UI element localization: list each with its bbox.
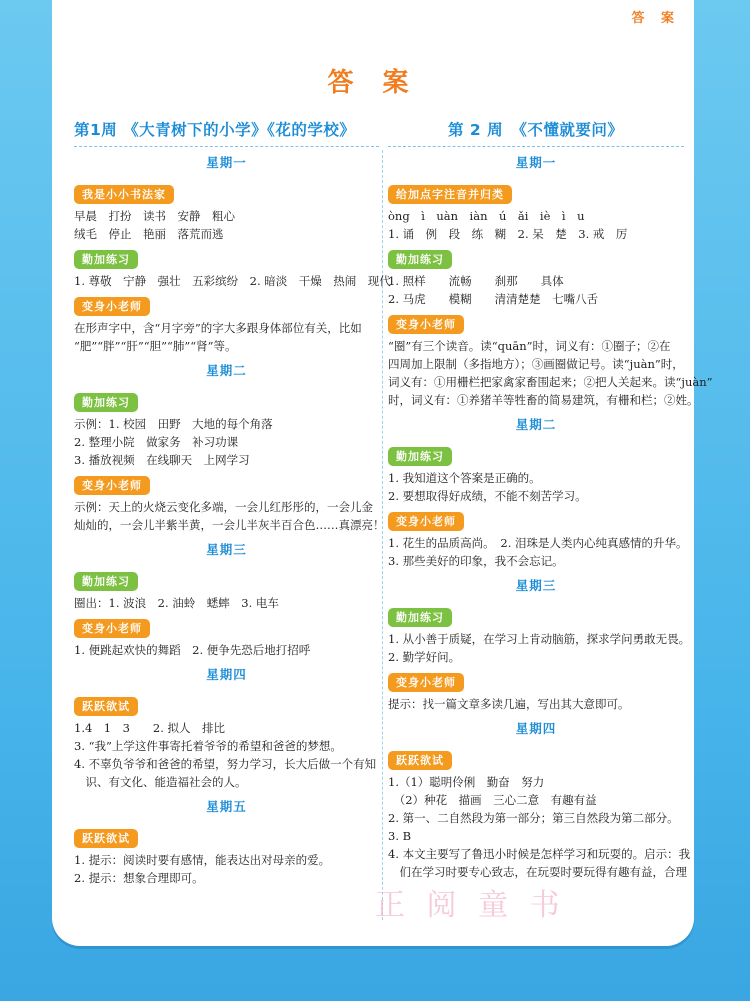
answer-line: 3. 那些美好的印象，我不会忘记。 [388,554,564,568]
answer-line: 1. 照样 流畅 刹那 具体 [388,274,564,288]
answer-line: 1. 诵 例 段 练 糊 2. 呆 楚 3. 戒 厉 [388,227,628,241]
right-days [388,153,713,881]
answer-line: 示例：天上的火烧云变化多端，一会儿红彤彤的，一会儿金 [74,500,373,514]
answer-section [388,246,684,308]
section-tag: 变身小老师 [388,315,464,334]
answer-line: 在形声字中，含“月字旁”的字大多跟身体部位有关，比如 [74,321,362,335]
answer-line: 四周加上限制（多指地方）；③画圈做记号。读“juàn”时， [388,357,684,371]
day-heading: 星期二 [206,363,247,378]
answer-section [388,443,684,505]
answer-section [74,293,379,355]
answer-line: 1.4 1 3 2. 拟人 排比 [74,721,226,735]
corner-label: 答 案 [631,11,680,26]
section-tag: 我是小小书法家 [74,185,174,204]
answer-line: 提示：找一篇文章多读几遍，写出其大意即可。 [388,697,630,711]
answer-line: 1. 我知道这个答案是正确的。 [388,471,541,485]
answer-section [74,568,379,612]
answer-section [74,825,379,887]
answer-line: 绒毛 停止 艳丽 落荒而逃 [74,227,224,241]
answer-section [388,311,713,409]
section-tag: 变身小老师 [388,512,464,531]
left-column [74,118,391,890]
answer-section [74,181,379,243]
answer-line: 们在学习时要专心致志，在玩耍时要玩得有趣有益，合理 [388,865,687,879]
section-tag: 勤加练习 [74,250,138,269]
answer-section [388,604,691,666]
answer-section [74,693,379,791]
week-2-title: 第 2 周 《不懂就要问》 [448,121,624,139]
day-heading: 星期三 [206,542,247,557]
answer-line: 示例：1. 校园 田野 大地的每个角落 [74,417,273,431]
watermark-logo: 正 阅 童 书 [375,888,566,923]
day-heading: 星期四 [206,667,247,682]
answer-line: 2. 马虎 模糊 清清楚楚 七嘴八舌 [388,292,599,306]
section-tag: 勤加练习 [74,572,138,591]
column-divider [382,150,383,920]
answer-line: 1. 花生的品质高尚。 2. 泪珠是人类内心纯真感情的升华。 [388,536,688,550]
section-tag: 变身小老师 [388,673,464,692]
day-heading: 星期二 [515,417,557,432]
day-heading: 星期一 [515,155,557,170]
answer-line: 时，词义有：①养猪羊等牲畜的简易建筑，有栅和栏；②姓。 [388,393,699,407]
section-tag: 变身小老师 [74,619,150,638]
answer-line: 2. 整理小院 做家务 补习功课 [74,435,239,449]
answer-line: 早晨 打扮 读书 安静 粗心 [74,209,235,223]
section-tag: 变身小老师 [74,297,150,316]
answer-line: 灿灿的，一会儿半紫半黄，一会儿半灰半百合色……真漂亮！ [74,518,385,532]
answer-line: 2. 第一、二自然段为第一部分；第三自然段为第二部分。 [388,811,679,825]
answer-line: 3. 播放视频 在线聊天 上网学习 [74,453,250,467]
answer-section [388,669,684,713]
answer-line: òng ì uàn iàn ú ǎi iè ì u [388,209,585,223]
answer-line: 词义有：①用栅栏把家禽家畜围起来；②把人关起来。读“juàn” [388,375,713,389]
section-tag: 勤加练习 [388,608,452,627]
section-tag: 变身小老师 [74,476,150,495]
answer-section [74,389,379,469]
section-tag: 跃跃欲试 [74,829,138,848]
answer-line: 1.（1）聪明伶俐 勤奋 努力 [388,775,545,789]
answer-line: 圈出：1. 波浪 2. 油蛉 蟋蟀 3. 电车 [74,596,279,610]
answer-line: 4. 不辜负爷爷和爸爸的希望，努力学习，长大后做一个有知 [74,757,377,771]
answer-section [388,181,684,243]
answer-line: 1. 从小善于质疑，在学习上肯动脑筋，探求学问勇敢无畏。 [388,632,691,646]
answer-line: 1. 提示：阅读时要有感情，能表达出对母亲的爱。 [74,853,331,867]
answer-line: 1. 便跳起欢快的舞蹈 2. 便争先恐后地打招呼 [74,643,311,657]
section-tag: 勤加练习 [388,447,452,466]
answer-line: 2. 提示：想象合理即可。 [74,871,204,885]
answer-section [388,508,688,570]
answer-line: 识、有文化、能造福社会的人。 [74,775,247,789]
page-title: 答 案 [327,68,419,98]
answer-line: 3. B [388,829,412,843]
section-tag: 给加点字注音并归类 [388,185,512,204]
answer-line: 2. 勤学好问。 [388,650,461,664]
week-divider [74,146,379,147]
section-tag: 跃跃欲试 [388,751,452,770]
day-heading: 星期三 [515,578,557,593]
answer-line: 2. 要想取得好成绩，不能不刻苦学习。 [388,489,587,503]
day-heading: 星期五 [206,799,247,814]
left-days [74,153,391,887]
answer-section [74,615,379,659]
answer-line: 4. 本文主要写了鲁迅小时候是怎样学习和玩耍的。启示：我 [388,847,691,861]
answer-section [74,246,391,290]
answer-line: 3. “我”上学这件事寄托着爷爷的希望和爸爸的梦想。 [74,739,342,753]
answer-line: “圈”有三个读音。读“quān”时，词义有：①圈子；②在 [388,339,671,353]
answer-line: “肥”“胖”“肝”“胆”“肺”“肾”等。 [74,339,237,353]
day-heading: 星期四 [515,721,557,736]
week-divider [388,146,684,147]
right-column [388,118,713,884]
answer-section [74,472,385,534]
section-tag: 勤加练习 [74,393,138,412]
week-1-title: 第1周 《大青树下的小学》《花的学校》 [74,121,356,139]
answer-section [388,747,691,881]
section-tag: 勤加练习 [388,250,452,269]
answer-line: （2）种花 描画 三心二意 有趣有益 [388,793,597,807]
answer-page [52,0,713,946]
answer-line: 1. 尊敬 宁静 强壮 五彩缤纷 2. 暗淡 干燥 热闹 现代 [74,274,391,288]
day-heading: 星期一 [206,155,247,170]
section-tag: 跃跃欲试 [74,697,138,716]
